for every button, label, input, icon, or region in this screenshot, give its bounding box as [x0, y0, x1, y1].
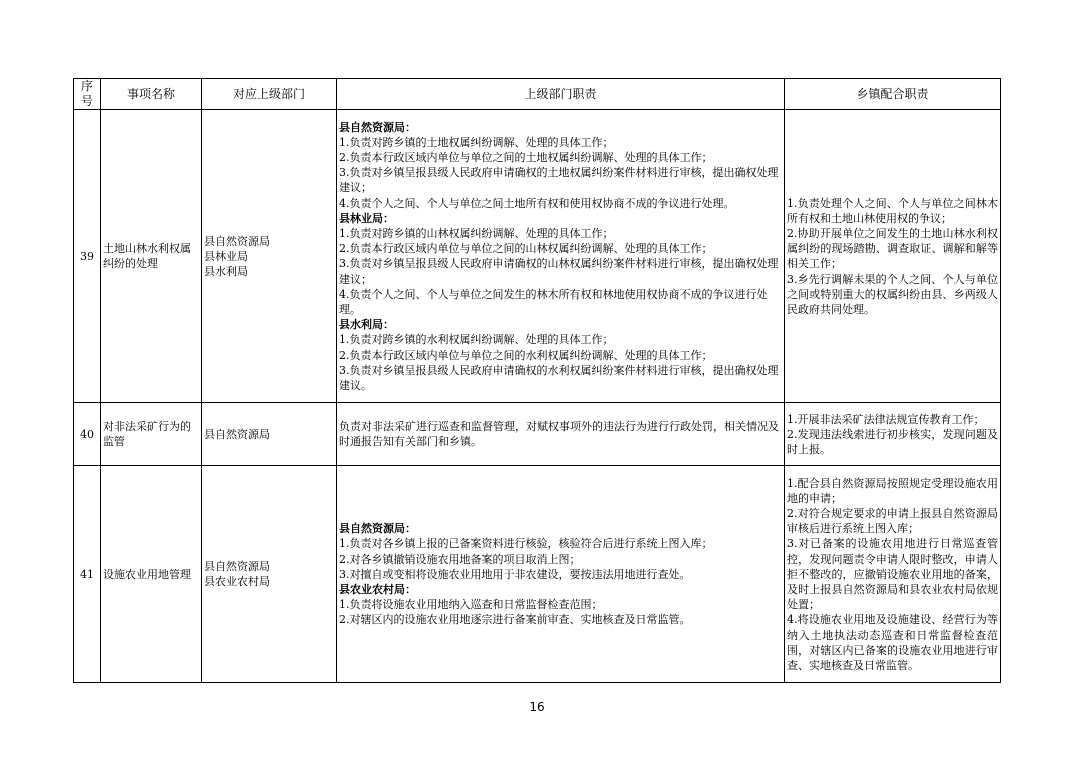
duty-block	[339, 211, 782, 317]
duty-line: 1.负责对跨乡镇的水利权属纠纷调解、处理的具体工作；	[339, 333, 614, 347]
row-duties	[337, 466, 785, 683]
table-header-row	[74, 79, 1001, 110]
table-row	[74, 110, 1001, 403]
coop-line: 3.乡先行调解未果的个人之间、个人与单位之间或特别重大的权属纠纷由县、乡两级人民政府共同处理。	[787, 272, 998, 317]
row-index: 40	[74, 403, 101, 466]
coop-line: 1.开展非法采矿法律法规宣传教育工作；	[787, 412, 985, 426]
row-coop-duties	[785, 403, 1001, 466]
duty-line: 3.负责对乡镇呈报县级人民政府申请确权的水利权属纠纷案件材料进行审核，提出确权处理建议。	[339, 363, 779, 393]
row-depts	[202, 110, 337, 403]
duty-line: 2.负责本行政区域内单位与单位之间的土地权属纠纷调解、处理的具体工作；	[339, 150, 713, 164]
dept-name: 县自然资源局	[204, 560, 270, 574]
header-duty: 上级部门职责	[337, 79, 785, 110]
row-index: 39	[74, 110, 101, 403]
duty-line: 2.对辖区内的设施农业用地逐宗进行备案前审查、实地核查及日常监管。	[339, 613, 691, 627]
coop-line: 3.对已备案的设施农用地进行日常巡查管控，发现问题责令申请人限时整改，申请人拒不整改的，应撤销设施农业用地的备案，及时上报县自然资源局和县农业农村局依规处置；	[787, 537, 998, 612]
duty-org: 县自然资源局：	[339, 120, 416, 134]
header-coop: 乡镇配合职责	[785, 79, 1001, 110]
row-depts	[202, 466, 337, 683]
duty-line: 1.负责对跨乡镇的山林权属纠纷调解、处理的具体工作；	[339, 227, 614, 240]
duty-block	[339, 317, 782, 393]
row-item-name: 土地山林水利权属纠纷的处理	[101, 110, 202, 403]
coop-line: 1.配合县自然资源局按照规定受理设施农用地的申请；	[787, 476, 998, 505]
coop-line: 4.将设施农业用地及设施建设、经营行为等纳入土地执法动态巡查和日常监督检查范围，对辖区内已备案的设施农业用地进行审查、实地核查及日常监管。	[787, 613, 998, 673]
header-index: 序号	[74, 79, 101, 110]
duty-line: 1.负责将设施农业用地纳入巡查和日常监督检查范围；	[339, 598, 603, 612]
duty-line: 2.负责本行政区域内单位与单位之间的水利权属纠纷调解、处理的具体工作；	[339, 348, 713, 362]
duty-line: 4.负责个人之间、个人与单位之间发生的林木所有权和林地使用权协商不成的争议进行处理。	[339, 287, 768, 317]
coop-line: 2.对符合规定要求的申请上报县自然资源局审核后进行系统上图入库；	[787, 506, 998, 536]
row-coop-duties	[785, 110, 1001, 403]
duty-block	[339, 582, 782, 628]
duty-line: 4.负责个人之间、个人与单位之间土地所有权和使用权协商不成的争议进行处理。	[339, 196, 735, 210]
duty-line: 1.负责对跨乡镇的土地权属纠纷调解、处理的具体工作；	[339, 135, 614, 149]
row-coop-duties	[785, 466, 1001, 683]
row-index: 41	[74, 466, 101, 683]
row-depts	[202, 403, 337, 466]
duty-line: 负责对非法采矿进行巡查和监督管理，对赋权事项外的违法行为进行行政处罚，相关情况及时通报告知有关部门和乡镇。	[339, 420, 779, 449]
row-item-name: 对非法采矿行为的监管	[101, 403, 202, 466]
duty-line: 3.对擅自或变相将设施农业用地用于非农建设，要按违法用地进行查处。	[339, 567, 691, 581]
coop-line: 2.协助开展单位之间发生的土地山林水利权属纠纷的现场踏勘、调查取证、调解和解等相关工作；	[787, 227, 998, 271]
duty-line: 3.负责对乡镇呈报县级人民政府申请确权的山林权属纠纷案件材料进行审核，提出确权处理建议；	[339, 257, 779, 286]
duty-org: 县水利局：	[339, 318, 394, 332]
duty-block	[339, 120, 782, 211]
page-number: 16	[529, 700, 545, 714]
dept-name: 县林业局	[204, 249, 248, 263]
dept-name: 县自然资源局	[204, 427, 270, 441]
row-duties	[337, 110, 785, 403]
duty-org: 县自然资源局：	[339, 522, 416, 536]
coop-line: 1.负责处理个人之间、个人与单位之间林木所有权和土地山林使用权的争议；	[787, 196, 998, 225]
table-row	[74, 466, 1001, 683]
duty-line: 3.负责对乡镇呈报县级人民政府申请确权的土地权属纠纷案件材料进行审核，提出确权处理建议；	[339, 166, 779, 195]
row-duties	[337, 403, 785, 466]
coop-line: 2.发现违法线索进行初步核实，发现问题及时上报。	[787, 427, 998, 456]
header-dept: 对应上级部门	[202, 79, 337, 110]
header-item: 事项名称	[101, 79, 202, 110]
duty-line: 1.负责对各乡镇上报的已备案资料进行核验，核验符合后进行系统上图入库；	[339, 537, 713, 551]
dept-name: 县农业农村局	[204, 575, 270, 589]
dept-name: 县水利局	[204, 265, 248, 278]
duty-block	[339, 521, 782, 582]
dept-name: 县自然资源局	[204, 234, 270, 248]
duty-line: 2.负责本行政区域内单位与单位之间的山林权属纠纷调解、处理的具体工作；	[339, 242, 713, 256]
duty-table	[73, 78, 1001, 683]
duty-org: 县林业局：	[339, 211, 394, 225]
duty-org: 县农业农村局：	[339, 583, 416, 596]
table-row	[74, 403, 1001, 466]
row-item-name: 设施农业用地管理	[101, 466, 202, 683]
duty-block	[339, 419, 782, 449]
duty-line: 2.对各乡镇撤销设施农用地备案的项目取消上图；	[339, 552, 581, 566]
